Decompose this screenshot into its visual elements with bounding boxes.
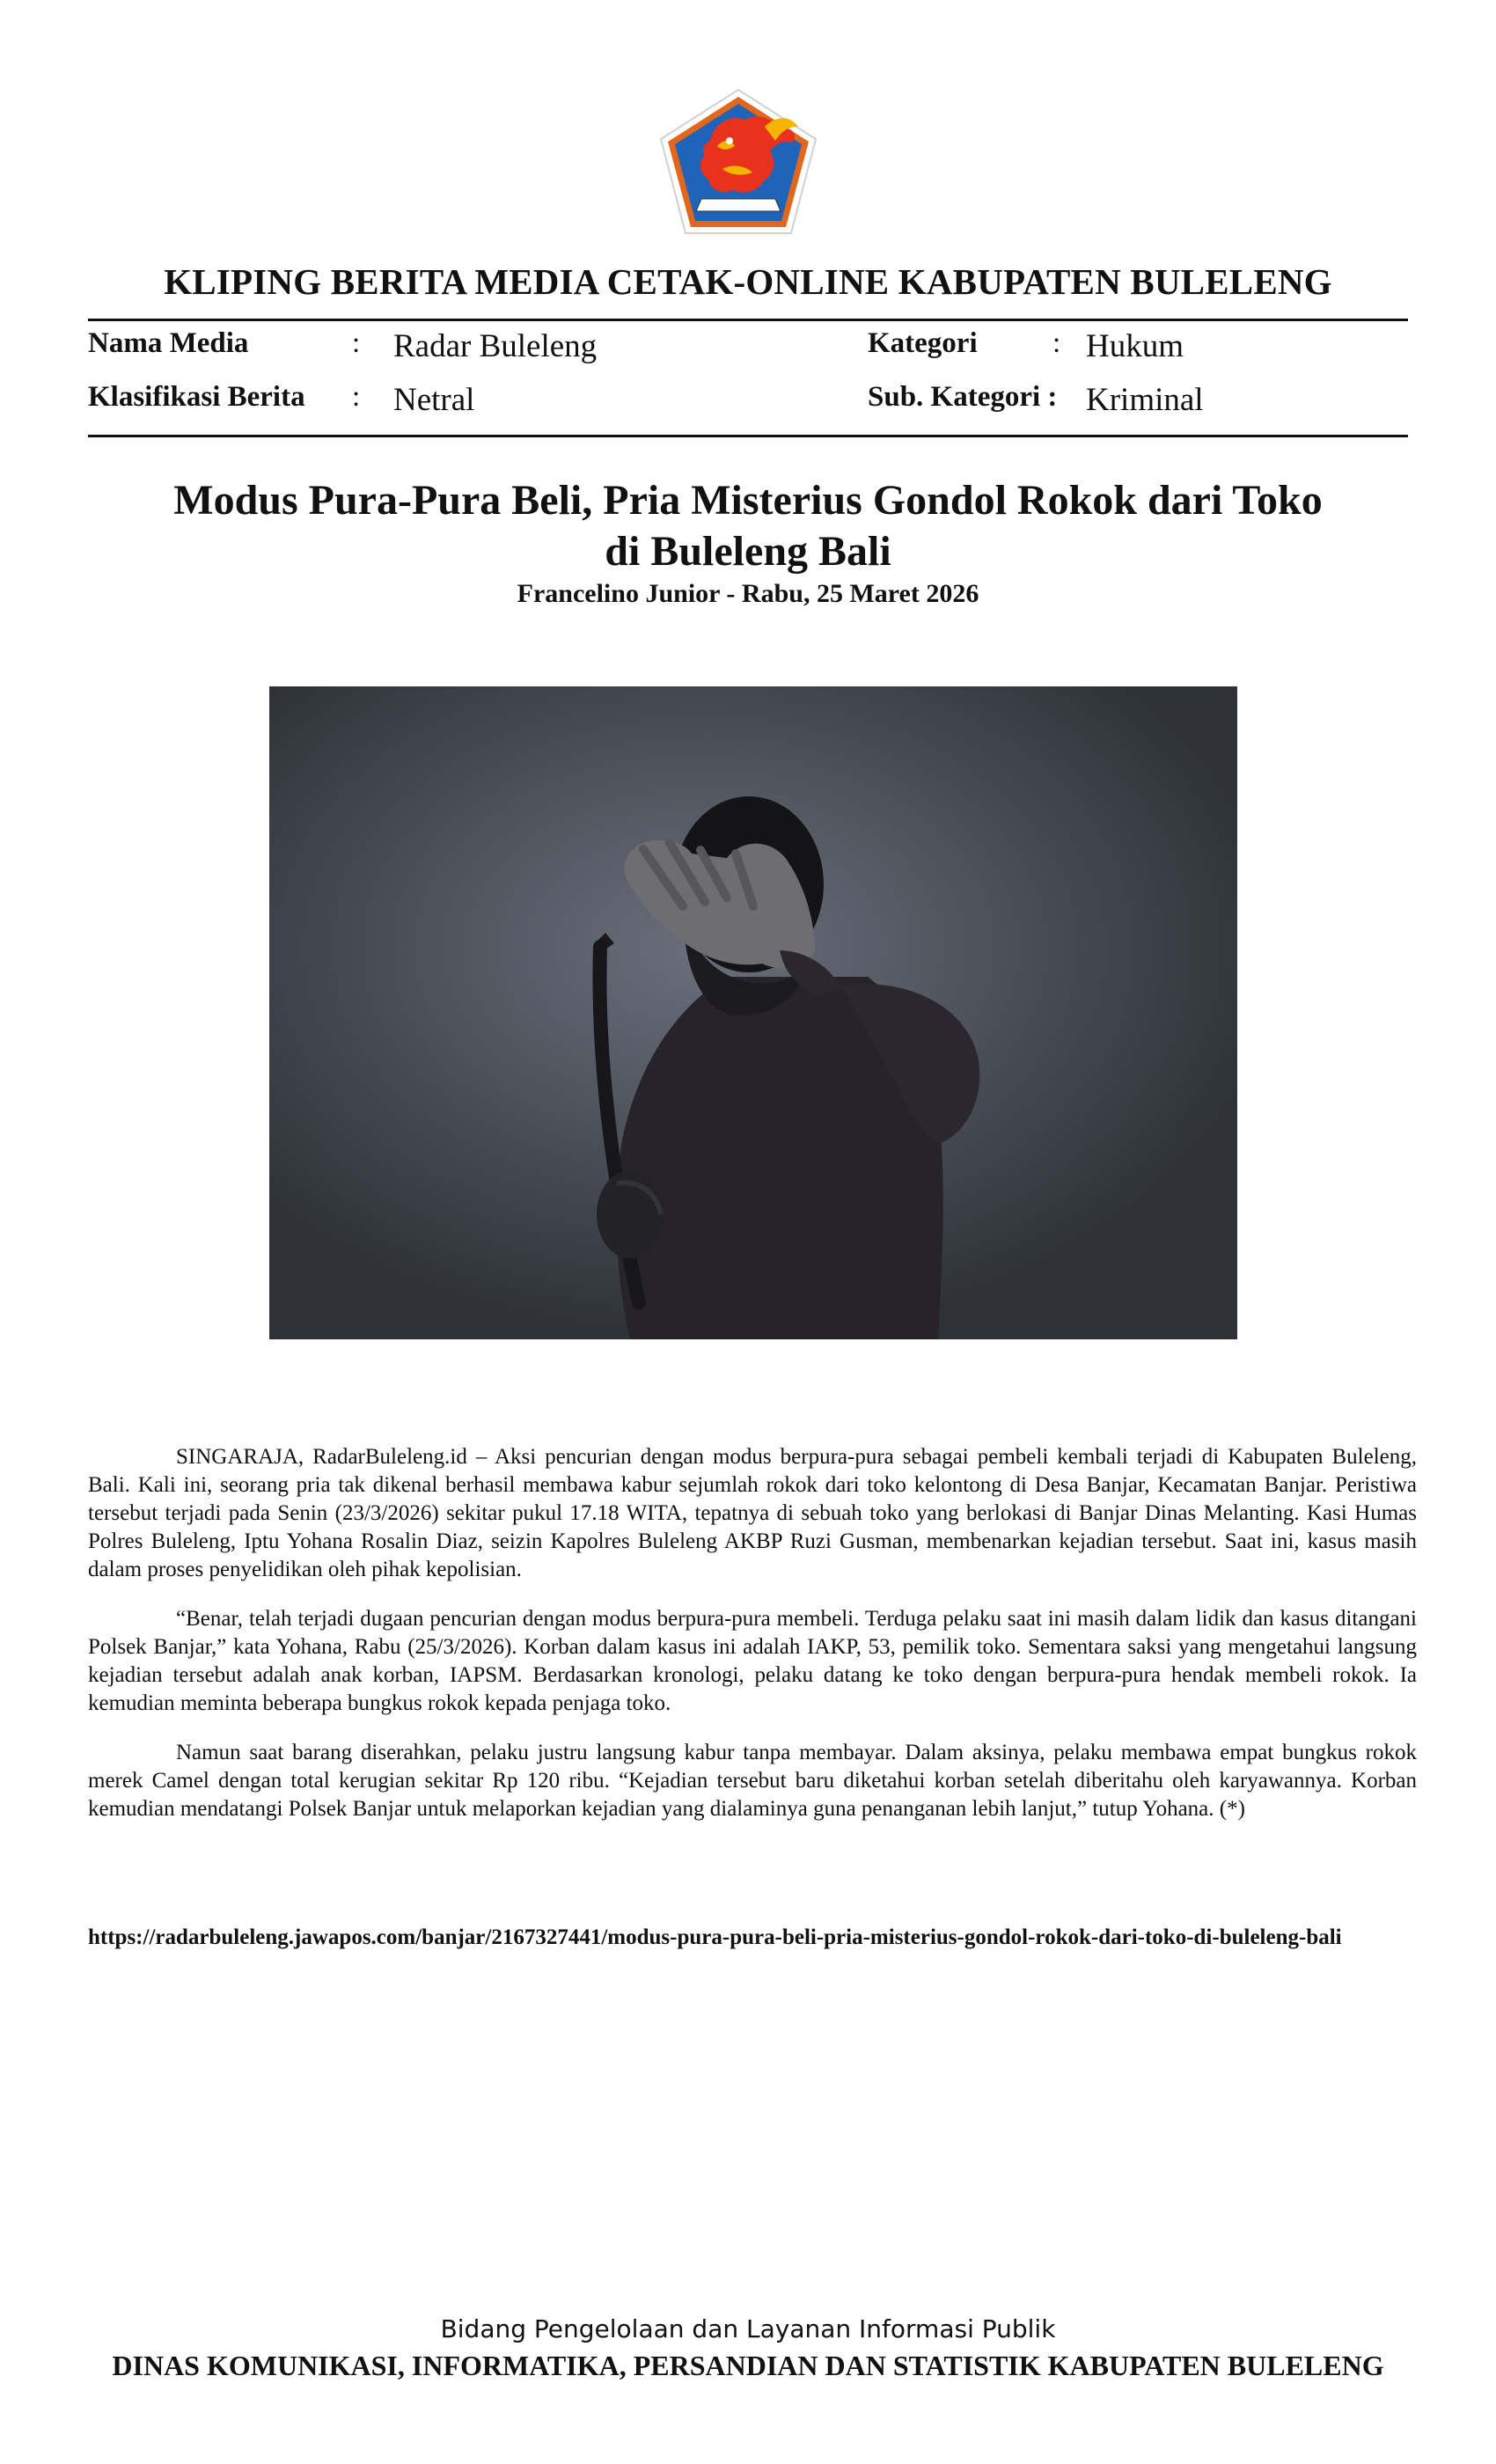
nama-media-label: Nama Media [88, 327, 249, 359]
subkategori-value: Kriminal [1086, 382, 1204, 418]
article-title-line-2: di Buleleng Bali [605, 528, 891, 575]
article-byline: Francelino Junior - Rabu, 25 Maret 2026 [517, 579, 979, 608]
meta-row-classification [88, 381, 1408, 425]
source-url-link[interactable]: https://radarbuleleng.jawapos.com/banjar/2167327441/modus-pura-pura-beli-pria-misterius-gondol-rokok-dari-toko-di-buleleng-bali [88, 1925, 1342, 1949]
article-title [123, 475, 1373, 577]
nama-media-colon: : [352, 327, 361, 359]
buleleng-regency-seal-icon [659, 88, 818, 235]
article-paragraph-2: “Benar, telah terjadi dugaan pencurian dengan modus berpura-pura membeli. Terduga pelaku saat ini masih dalam lidik dan kasus ditangani Polsek Banjar,” kata Yohana, Rabu (25/3/2026). Korban dalam kasus ini adalah IAKP, 53, pemilik toko. Sementara saksi yang mengetahui langsung kejadian tersebut adalah anak korban, IAPSM. Berdasarkan kronologi, pelaku datang ke toko dengan berpura-pura hendak membeli rokok. Ia kemudian meminta beberapa bungkus rokok kepada penjaga toko. [88, 1607, 1417, 1715]
subkategori-label: Sub. Kategori : [868, 381, 1058, 413]
footer-title: DINAS KOMUNIKASI, INFORMATIKA, PERSANDIAN DAN STATISTIK KABUPATEN BULELENG [112, 2350, 1384, 2381]
kategori-value: Hukum [1086, 328, 1184, 364]
footer-subtitle: Bidang Pengelolaan dan Layanan Informasi Publik [440, 2314, 1056, 2343]
kategori-label: Kategori [868, 327, 978, 359]
klasifikasi-label: Klasifikasi Berita [88, 381, 305, 413]
article-paragraph-1: SINGARAJA, RadarBuleleng.id – Aksi pencurian dengan modus berpura-pura sebagai pembeli kembali terjadi di Kabupaten Buleleng, Bali. Kali ini, seorang pria tak dikenal berhasil membawa kabur sejumlah rokok dari toko kelontong di Desa Banjar, Kecamatan Banjar. Peristiwa tersebut terjadi pada Senin (23/3/2026) sekitar pukul 17.18 WITA, tepatnya di sebuah toko yang berlokasi di Banjar Dinas Melanting. Kasi Humas Polres Buleleng, Iptu Yohana Rosalin Diaz, seizin Kapolres Buleleng AKBP Ruzi Gusman, membenarkan kejadian tersebut. Saat ini, kasus masih dalam proses penyelidikan oleh pihak kepolisian. [88, 1445, 1417, 1581]
article-paragraph-3: Namun saat barang diserahkan, pelaku justru langsung kabur tanpa membayar. Dalam aksinya, pelaku membawa empat bungkus rokok merek Camel dengan total kerugian sekitar Rp 120 ribu. “Kejadian tersebut baru diketahui korban setelah diberitahu oleh karyawannya. Korban kemudian mendatangi Polsek Banjar untuk melaporkan kejadian yang dialaminya guna penanganan lebih lanjut,” tutup Yohana. (*) [88, 1741, 1417, 1821]
masked-thief-photo-icon [269, 686, 1237, 1339]
article-body [88, 1443, 1417, 1844]
meta-row-media [88, 327, 1408, 371]
nama-media-value: Radar Buleleng [393, 328, 598, 364]
clipping-header-title: KLIPING BERITA MEDIA CETAK-ONLINE KABUPATEN BULELENG [164, 261, 1332, 302]
klasifikasi-value: Netral [393, 382, 475, 418]
kategori-colon: : [1052, 327, 1061, 359]
article-title-line-1: Modus Pura-Pura Beli, Pria Misterius Gondol Rokok dari Toko [173, 477, 1323, 524]
article-photo [269, 686, 1237, 1339]
header-divider-bottom [88, 435, 1408, 437]
klasifikasi-colon: : [352, 381, 361, 413]
header-divider-top [88, 319, 1408, 321]
